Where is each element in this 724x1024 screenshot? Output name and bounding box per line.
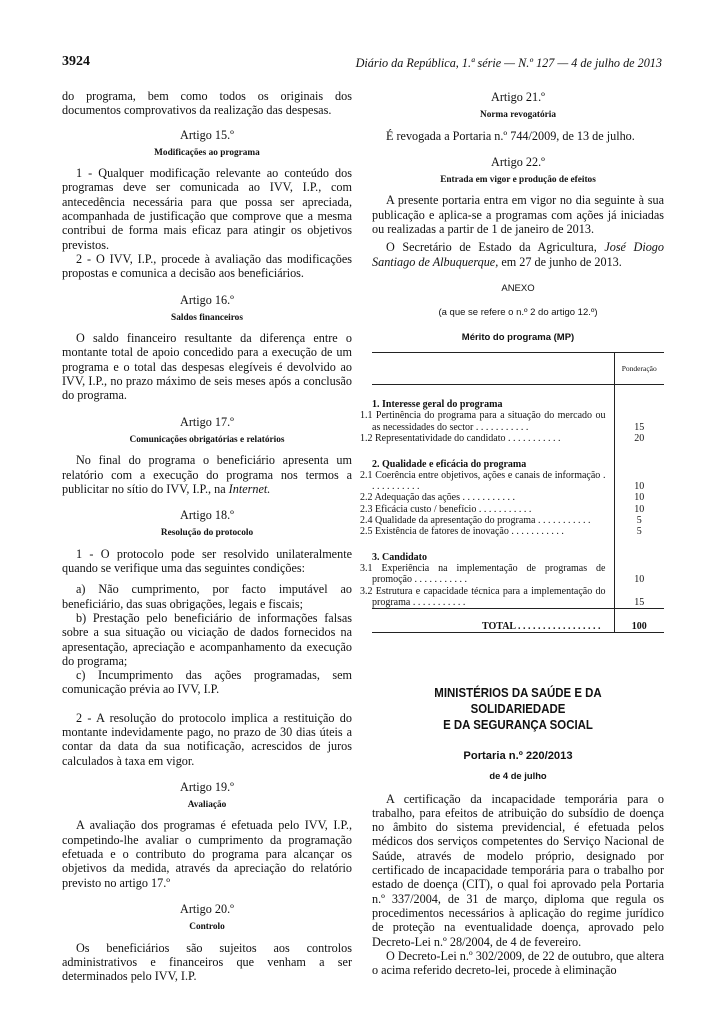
table-row	[372, 586, 664, 609]
paragraph: O Decreto-Lei n.º 302/2009, de 22 de outubro, que altera o acima referido decreto-lei, procede à eliminação	[372, 948, 664, 978]
ministry-title: E DA SEGURANÇA SOCIAL	[443, 717, 593, 732]
row-label: 2.4 Qualidade da apresentação do programa . . . . . . . . . . .	[360, 514, 591, 526]
annex-label: ANEXO	[501, 282, 535, 294]
table-row	[372, 492, 664, 503]
page-number: 3924	[62, 54, 90, 69]
total-row	[372, 609, 664, 633]
article-title: Resolução do protocolo	[160, 528, 254, 539]
ministry-title: MINISTÉRIOS DA SAÚDE E DA SOLIDARIEDADE	[434, 685, 602, 716]
signature-paragraph	[372, 240, 664, 269]
row-value: 5	[614, 526, 664, 537]
article-number: Artigo 18.º	[180, 508, 234, 523]
annex-reference: (a que se refere o n.º 2 do artigo 12.º)	[438, 307, 598, 319]
article-title: Controlo	[189, 922, 225, 933]
article-number: Artigo 15.º	[180, 127, 234, 142]
row-label: 3.2 Estrutura e capacidade técnica para a implementação do programa . . . . . . . . . . .	[360, 585, 606, 608]
row-value: 10	[614, 492, 664, 503]
paragraph: O saldo financeiro resultante da diferença entre o montante total de apoio concedido para a execução de um programa e o total das despesas elegíveis é devolvido ao IVV, I.P., no prazo máximo de seis meses após a conclusão do programa.	[62, 331, 352, 403]
table-row	[372, 515, 664, 526]
table-section-row	[372, 444, 664, 470]
page-header	[62, 55, 662, 75]
paragraph: 1 - Qualquer modificação relevante ao conteúdo dos programas deve ser comunicada ao IVV, I.P., com antecedência necessária para que possa ser apreciada, acompanhada de justificação que comprove que a mesma contribui de forma mais eficaz para atingir os objetivos previstos.	[62, 166, 352, 252]
list-item: b) Prestação pelo beneficiário de informações falsas sobre a sua situação ou viciação de dados fornecidos na apresentação, apreciação e acompanhamento da execução do programa;	[62, 610, 352, 668]
row-label: 3.1 Experiência na implementação de programas de promoção . . . . . . . . . . .	[360, 563, 606, 586]
paragraph: do programa, bem como todos os originais dos documentos comprovativos da realização das despesas.	[62, 89, 352, 118]
paragraph	[62, 453, 352, 496]
table-row	[372, 563, 664, 585]
table-header-row	[372, 352, 664, 384]
table-row	[372, 410, 664, 432]
emphasis-text: Internet.	[228, 481, 271, 496]
paragraph: 2 - A resolução do protocolo implica a restituição do montante indevidamente pago, no prazo de 30 dias úteis a contar da data da sua notificação, acrescidos de juros calculados à taxa em vigor.	[62, 710, 352, 768]
signatory-name: José Diogo Santiago de Albuquerque,	[372, 240, 664, 269]
row-label: 2.5 Existência de fatores de inovação . . . . . . . . . . .	[360, 525, 564, 537]
total-value: 100	[614, 609, 664, 633]
row-label: 1.1 Pertinência do programa para a situação do mercado ou as necessidades do sector . . . . . . . . . . .	[360, 410, 606, 433]
article-number: Artigo 16.º	[180, 292, 234, 307]
paragraph: A presente portaria entra em vigor no dia seguinte à sua publicação e aplica-se a programas com ações já iniciadas ou realizadas a partir de 1 de janeiro de 2013.	[372, 193, 664, 237]
table-section-row	[372, 537, 664, 563]
article-number: Artigo 17.º	[180, 414, 234, 429]
table-title: Mérito do programa (MP)	[461, 331, 575, 343]
row-label: 1.2 Representatividade do candidato . . . . . . . . . . .	[360, 432, 561, 444]
paragraph: A certificação da incapacidade temporária para o trabalho, para efeitos de atribuição do subsídio de doença no âmbito do sistema previdencial, é efetuada pelos médicos dos serviços competentes do Serviço Nacional de Saúde, através de modelo próprio, designado por certificado de incapacidade temporária para o trabalho por estado de doença (CIT), o qual foi aprovado pela Portaria n.º 337/2004, de 31 de março, diploma que regula os procedimentos necessários à aplicação do regime jurídico de proteção na eventualidade doença, aprovado pelo Decreto-Lei n.º 28/2004, de 4 de fevereiro.	[372, 791, 664, 949]
article-number: Artigo 20.º	[180, 901, 234, 916]
portaria-date: de 4 de julho	[489, 770, 547, 782]
row-label: 2.3 Eficácia custo / benefício . . . . . . . . . . .	[360, 503, 532, 515]
article-title: Comunicações obrigatórias e relatórios	[129, 434, 285, 445]
article-title: Saldos financeiros	[171, 312, 243, 323]
left-column	[62, 89, 352, 983]
row-value: 10	[614, 563, 664, 585]
row-label: 2.2 Adequação das ações . . . . . . . . . . .	[360, 492, 515, 504]
paragraph: 1 - O protocolo pode ser resolvido unilateralmente quando se verifique uma das seguintes condições:	[62, 546, 352, 576]
paragraph-text: No final do programa o beneficiário apresenta um relatório com a execução do programa nos termos a publicitar no sítio do IVV, I.P., na	[62, 453, 352, 496]
column-header: Ponderação	[614, 352, 664, 384]
table-row	[372, 526, 664, 537]
signature-post: em 27 de junho de 2013.	[498, 254, 622, 269]
article-title: Norma revogatória	[480, 110, 556, 121]
table-section-row	[372, 384, 664, 410]
article-number: Artigo 22.º	[491, 154, 545, 169]
table-row	[372, 470, 664, 492]
paragraph: 2 - O IVV, I.P., procede à avaliação das modificações propostas e comunica a decisão aos beneficiários.	[62, 251, 352, 281]
section-title: 2. Qualidade e eficácia do programa	[372, 458, 527, 470]
article-title: Modificações ao programa	[154, 147, 260, 158]
article-number: Artigo 19.º	[180, 779, 234, 794]
row-value: 10	[614, 470, 664, 492]
row-value: 5	[614, 515, 664, 526]
section-title: 1. Interesse geral do programa	[372, 399, 503, 411]
list-item: c) Incumprimento das ações programadas, sem comunicação prévia ao IVV, I.P.	[62, 668, 352, 697]
paragraph: Os beneficiários são sujeitos aos controlos administrativos e financeiros que venham a ser determinados pelo IVV, I.P.	[62, 940, 352, 984]
article-number: Artigo 21.º	[491, 90, 545, 104]
row-value: 20	[614, 433, 664, 444]
article-title: Avaliação	[187, 800, 227, 811]
article-title: Entrada em vigor e produção de efeitos	[440, 175, 596, 186]
portaria-title: Portaria n.º 220/2013	[463, 750, 573, 762]
paragraph: É revogada a Portaria n.º 744/2009, de 13 de julho.	[386, 128, 635, 143]
row-value: 15	[614, 586, 664, 609]
total-label: TOTAL . . . . . . . . . . . . . . . . .	[372, 609, 614, 633]
row-value: 15	[614, 410, 664, 432]
table-row	[372, 433, 664, 444]
section-title: 3. Candidato	[372, 551, 428, 563]
row-label: 2.1 Coerência entre objetivos, ações e canais de informação . . . . . . . . . . .	[360, 469, 606, 493]
list-item: a) Não cumprimento, por facto imputável ao beneficiário, das suas obrigações, legais e fiscais;	[62, 582, 352, 611]
table-row	[372, 504, 664, 515]
merit-table	[360, 352, 664, 633]
row-value: 10	[614, 504, 664, 515]
signature-pre: O Secretário de Estado da Agricultura,	[386, 240, 605, 255]
paragraph: A avaliação dos programas é efetuada pelo IVV, I.P., competindo-lhe avaliar o cumprimento da programação efetuada e o contributo do programa para alcançar os objetivos da medida, através da apreciação do relatório previsto no artigo 17.º	[62, 818, 352, 890]
journal-title: Diário da República, 1.ª série — N.º 127 — 4 de julho de 2013	[355, 56, 662, 70]
right-column	[360, 89, 664, 978]
